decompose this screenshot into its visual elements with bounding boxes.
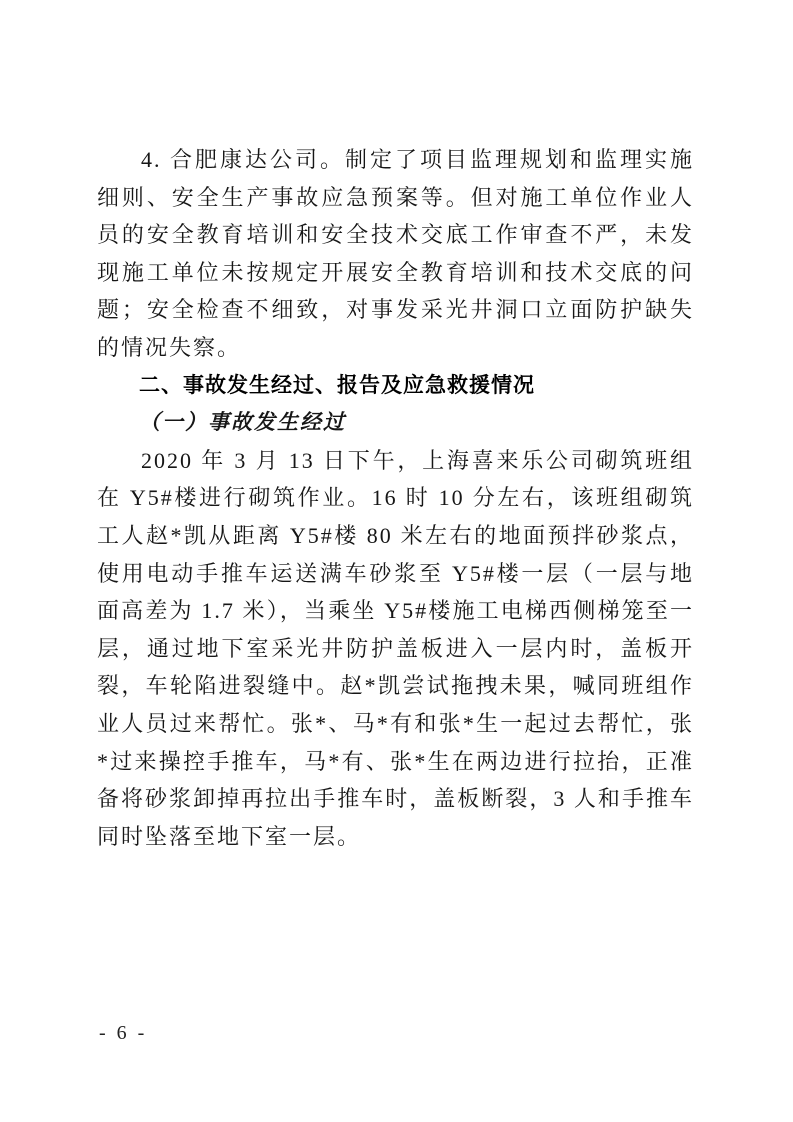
paragraph-incident-description: 2020 年 3 月 13 日下午，上海喜来乐公司砌筑班组在 Y5#楼进行砌筑作业。16 时 10 分左右，该班组砌筑工人赵*凯从距离 Y5#楼 80 米左右的地面预拌砂浆点，使用电动手推车运送满车砂浆至 Y5#楼一层（一层与地面高差为 1.7 米），当乘坐 Y5#楼施工电梯西侧梯笼至一层，通过地下室采光井防护盖板进入一层内时，盖板开裂，车轮陷进裂缝中。赵*凯尝试拖拽未果，喊同班组作业人员过来帮忙。张*、马*有和张*生一起过去帮忙，张*过来操控手推车，马*有、张*生在两边进行拉抬，正准备将砂浆卸掉再拉出手推车时，盖板断裂，3 人和手推车同时坠落至地下室一层。 — [97, 447, 694, 849]
document-body — [97, 141, 694, 855]
paragraph-supervisor-findings: 4. 合肥康达公司。制定了项目监理规划和监理实施细则、安全生产事故应急预案等。但对施工单位作业人员的安全教育培训和安全技术交底工作审查不严，未发现施工单位未按规定开展安全教育培训和技术交底的问题；安全检查不细致，对事发采光井洞口立面防护缺失的情况失察。 — [97, 147, 694, 360]
section-heading-accident-course: 二、事故发生经过、报告及应急救援情况 — [139, 373, 535, 397]
subsection-heading-accident-course: （一）事故发生经过 — [139, 410, 346, 435]
page-number: - 6 - — [99, 1022, 148, 1044]
